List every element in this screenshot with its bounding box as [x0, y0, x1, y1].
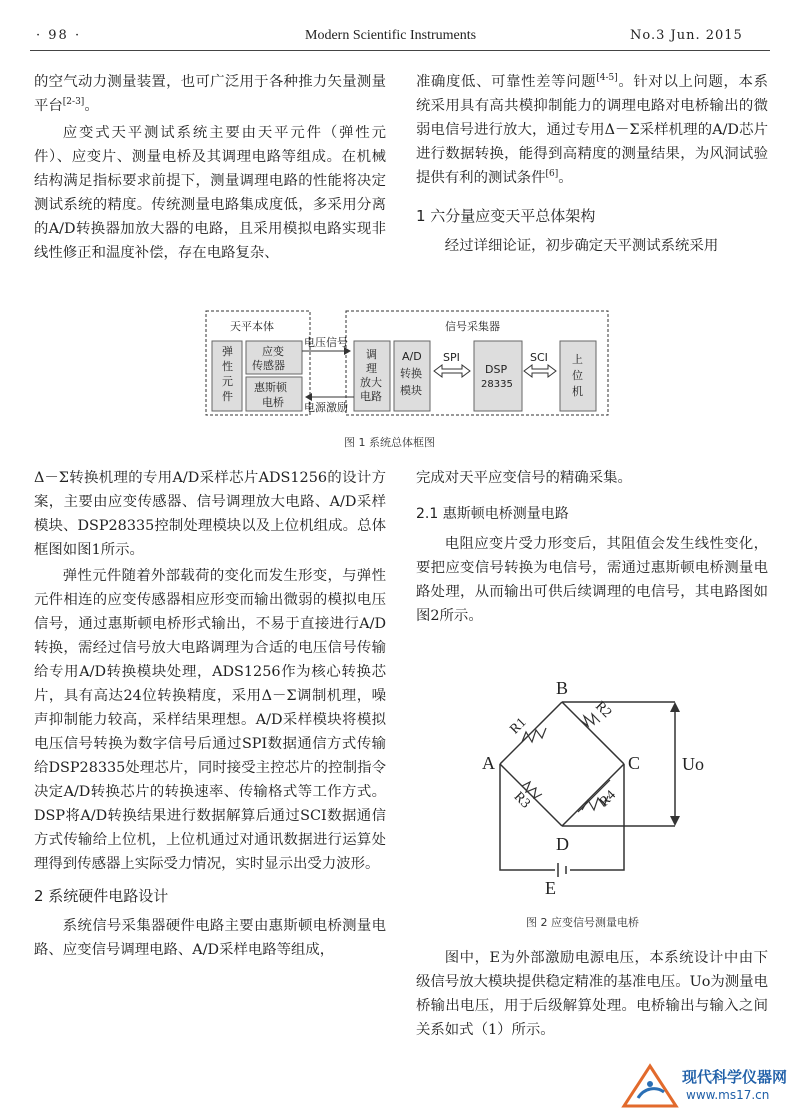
balance-group-label: 天平本体: [230, 320, 274, 333]
strain-sensor-label: 传感器: [252, 359, 285, 372]
e-label: E: [545, 878, 556, 898]
dsp-label: DSP: [485, 363, 508, 376]
r3-label: R3: [510, 789, 533, 812]
uo-arrow-bottom: [670, 816, 680, 826]
host-label: 位: [572, 369, 583, 382]
node-b-label: B: [556, 678, 569, 698]
journal-title: Modern Scientific Instruments: [305, 28, 477, 43]
wire-a-e: [500, 764, 555, 870]
spi-label: SPI: [443, 351, 460, 364]
ad-label: A/D: [402, 350, 422, 363]
r4-label: R4: [596, 787, 619, 810]
bridge-label: 惠斯顿: [254, 381, 287, 394]
figure-2-bridge-circuit: [470, 672, 710, 902]
elastic-label: 元: [222, 375, 233, 388]
paragraph: 完成对天平应变信号的精确采集。: [416, 470, 632, 486]
elastic-label: 弹: [222, 345, 233, 358]
section-heading-2: 2 系统硬件电路设计: [34, 887, 169, 905]
page-number: · 98 ·: [36, 28, 82, 43]
wire-b-c: [562, 702, 624, 764]
dsp-label: 28335: [481, 379, 513, 390]
paragraph: 经过详细论证，初步确定天平测试系统采用: [444, 238, 719, 254]
figure-1-block-diagram: [200, 305, 620, 423]
issue-info: No.3 Jun. 2015: [630, 28, 743, 43]
conditioning-label: 放大: [360, 376, 382, 389]
spi-double-arrow: [434, 365, 470, 377]
watermark-url: www.ms17.cn: [686, 1088, 770, 1102]
section-heading-1: 1 六分量应变天平总体架构: [416, 207, 596, 225]
paragraph: 图中，E为外部激励电源电压，本系统设计中由下级信号放大模块提供稳定精准的基准电压。Uo为测量电桥输出电压，用于后级解算处理。电桥输出与输入之间关系如式（1）所示。: [416, 950, 768, 1038]
watermark-name: 现代科学仪器网: [682, 1068, 788, 1086]
collector-group-label: 信号采集器: [445, 320, 500, 333]
left-column-bottom: [34, 466, 386, 962]
uo-arrow-top: [670, 702, 680, 712]
strain-sensor-label: 应变: [262, 345, 284, 358]
paragraph: 系统信号采集器硬件电路主要由惠斯顿电桥测量电路、应变信号调理电路、A/D采样电路等组成，: [34, 918, 386, 958]
watermark-logo: [620, 1062, 795, 1110]
paragraph: 的空气动力测量装置，也可广泛用于各种推力矢量测量平台[2-3]。: [34, 74, 386, 114]
right-column-middle: [416, 466, 768, 628]
figure-1-caption: 图 1 系统总体框图: [344, 436, 435, 449]
ad-label: 转换: [400, 367, 422, 380]
uo-label: Uo: [682, 754, 704, 774]
page-header: [0, 28, 800, 50]
header-rule: [30, 50, 770, 51]
paragraph: Δ－Σ转换机理的专用A/D采样芯片ADS1256的设计方案，主要由应变传感器、信号调理放大电路、A/D采样模块、DSP28335控制处理模块以及上位机组成。总体框图如图1所示。: [34, 470, 386, 558]
wire-e-c: [570, 764, 624, 870]
elastic-label: 性: [222, 360, 233, 373]
node-a-label: A: [482, 753, 495, 773]
right-column-bottom: [416, 946, 768, 1042]
host-label: 上: [572, 353, 583, 366]
wire-a-b: [500, 702, 562, 764]
node-d-label: D: [556, 834, 569, 854]
resistor-r2: [580, 714, 600, 726]
conditioning-label: 理: [366, 362, 377, 375]
elastic-label: 件: [222, 390, 233, 403]
voltage-signal-label: 电压信号: [304, 336, 348, 349]
host-label: 机: [572, 385, 583, 398]
figure-2-caption: 图 2 应变信号测量电桥: [526, 916, 639, 929]
excitation-label: 电源激励: [304, 401, 348, 414]
paragraph: 电阻应变片受力形变后，其阻值会发生线性变化，要把应变信号转换为电信号，需通过惠斯顿电桥测量电路处理，从而输出可供后续调理的电信号，其电路图如图2所示。: [416, 536, 768, 624]
conditioning-label: 电路: [360, 390, 382, 403]
logo-icon: [620, 1062, 680, 1110]
dsp-box: [474, 341, 522, 411]
paragraph: 应变式天平测试系统主要由天平元件（弹性元件）、应变片、测量电桥及其调理电路等组成。在机械结构满足指标要求前提下，测量调理电路的性能将决定测试系统的精度。传统测量电路集成度低，多采用分离的A/D转换器加放大器的电路，且采用模拟电路实现非线性修正和温度补偿，存在电路复杂、: [34, 125, 386, 261]
r2-label: R2: [592, 698, 615, 721]
paragraph: 准确度低、可靠性差等问题[4-5]。针对以上问题，本系统采用具有高共模抑制能力的调理电路对电桥输出的微弱电信号进行放大，通过专用Δ－Σ采样机理的A/D芯片进行数据转换，能得到高精度的测量结果，为风洞试验提供有利的测试条件[6]。: [416, 73, 768, 186]
sci-label: SCI: [530, 351, 548, 364]
left-column-top: [34, 70, 386, 265]
r1-label: R1: [507, 715, 530, 738]
node-c-label: C: [628, 753, 641, 773]
right-column-top: [416, 70, 768, 258]
ad-label: 模块: [400, 384, 422, 397]
conditioning-label: 调: [366, 348, 377, 361]
bridge-label: 电桥: [262, 396, 284, 409]
paragraph: 弹性元件随着外部载荷的变化而发生形变，与弹性元件相连的应变传感器相应形变而输出微弱的模拟电压信号，通过惠斯顿电桥形式输出，不易于直接进行A/D转换，需经过信号放大电路调理为合适的电压信号传输给专用A/D转换模块处理，ADS1256作为核心转换芯片，具有高达24位转换精度，采用Δ－Σ调制机理，噪声抑制能力较高，采样结果理想。A/D采样模块将模拟电压信号转换为数字信号后通过SPI数据通信方式传输给DSP28335处理芯片，同时接受主控芯片的控制指令决定A/D转换芯片的转换速率、传输格式等工作方式。DSP将A/D转换结果进行数据解算后通过SCI数据通信方式传输给上位机，上位机通过对通讯数据进行运算处理得到传感器上实际受力情况，实时显示出受力波形。: [34, 568, 386, 872]
wire-d-a: [500, 764, 562, 826]
section-heading-2-1: 2.1 惠斯顿电桥测量电路: [416, 506, 569, 522]
sci-double-arrow: [524, 365, 556, 377]
